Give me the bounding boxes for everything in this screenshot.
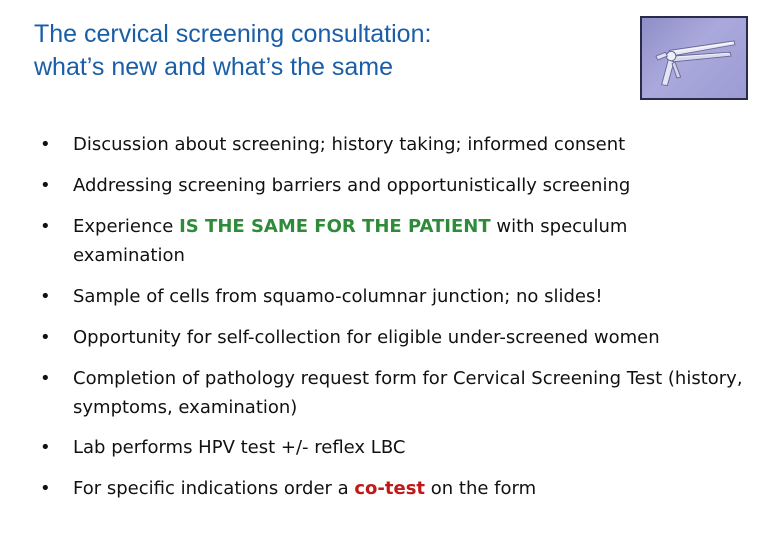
bullet-highlight-red: co-test bbox=[354, 478, 426, 499]
bullet-marker: • bbox=[40, 286, 51, 307]
list-item bbox=[40, 323, 660, 352]
bullet-marker: • bbox=[40, 478, 51, 499]
list-item bbox=[40, 171, 630, 200]
bullet-text: Completion of pathology request form for Cervical Screening Test (history, symptoms, examination) bbox=[73, 368, 743, 418]
bullet-text: Lab performs HPV test +/- reflex LBC bbox=[73, 437, 406, 458]
bullet-marker: • bbox=[40, 175, 51, 196]
title-line-2: what’s new and what’s the same bbox=[34, 53, 394, 81]
list-item bbox=[40, 474, 536, 503]
list-item bbox=[40, 433, 405, 462]
bullet-text: Opportunity for self-collection for eligible under-screened women bbox=[73, 327, 660, 348]
bullet-marker: • bbox=[40, 437, 51, 458]
bullet-text: Sample of cells from squamo-columnar junction; no slides! bbox=[73, 286, 603, 307]
slide-title bbox=[34, 18, 594, 84]
bullet-text: Discussion about screening; history taking; informed consent bbox=[73, 134, 626, 155]
bullet-highlight-green: IS THE SAME FOR THE PATIENT bbox=[179, 216, 491, 237]
speculum-image bbox=[640, 16, 748, 100]
bullet-text-prefix: Experience bbox=[73, 216, 180, 237]
bullet-marker: • bbox=[40, 134, 51, 155]
bullet-marker: • bbox=[40, 327, 51, 348]
bullet-text-prefix: For specific indications order a bbox=[73, 478, 355, 499]
list-item bbox=[40, 130, 625, 159]
bullet-marker: • bbox=[40, 368, 51, 389]
bullet-text-suffix: on the form bbox=[425, 478, 537, 499]
list-item bbox=[40, 282, 603, 311]
speculum-icon bbox=[642, 18, 746, 98]
title-line-1: The cervical screening consultation: bbox=[34, 20, 432, 48]
bullet-marker: • bbox=[40, 216, 51, 237]
bullet-text: Addressing screening barriers and opportunistically screening bbox=[73, 175, 631, 196]
list-item bbox=[40, 364, 763, 422]
list-item bbox=[40, 212, 693, 270]
bullet-text-suffix: with speculum examination bbox=[73, 216, 628, 266]
